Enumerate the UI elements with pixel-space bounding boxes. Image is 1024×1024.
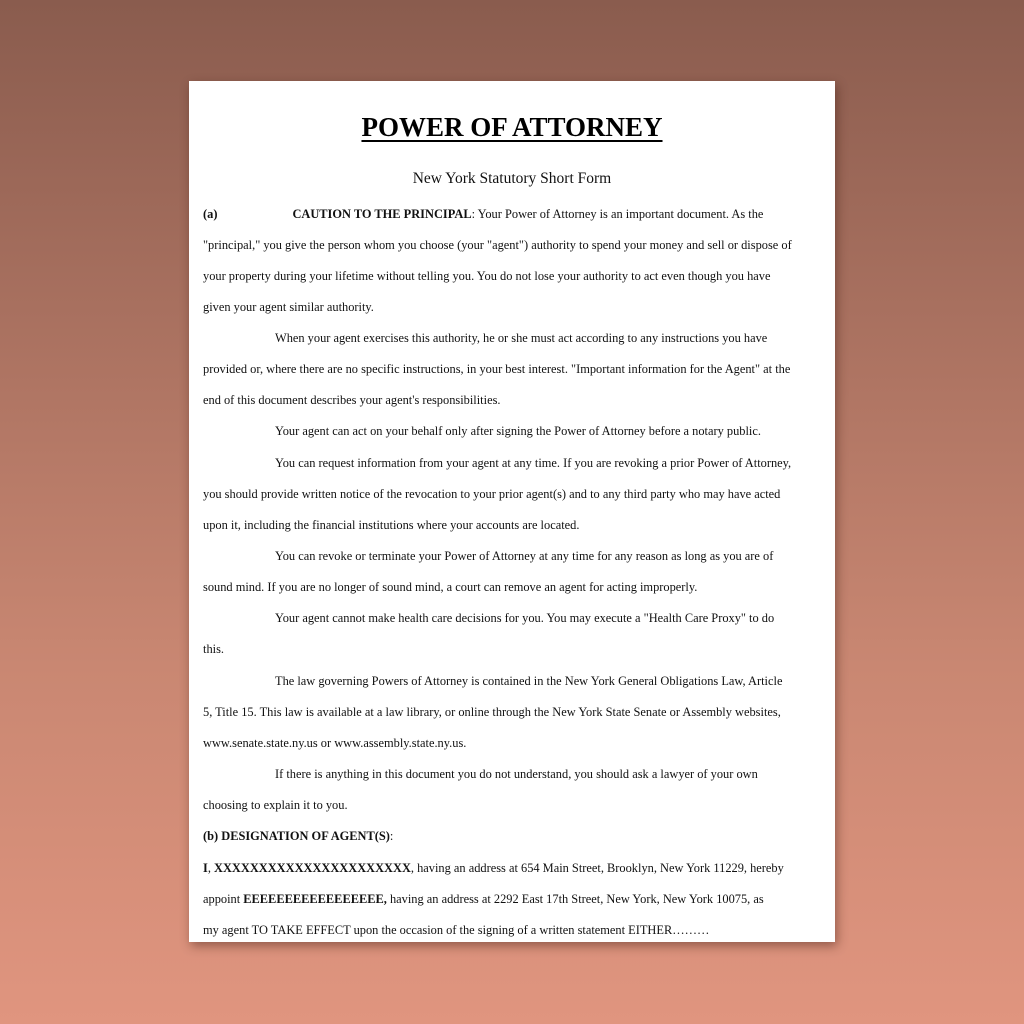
section-a-line-1: (a) CAUTION TO THE PRINCIPAL: Your Power of Attorney is an important document. As the <box>203 207 764 221</box>
paragraph-2-line-1: When your agent exercises this authority, he or she must act according to any instructions you have <box>275 331 768 345</box>
section-b-heading: (b) DESIGNATION OF AGENT(S): <box>203 829 394 843</box>
section-a-line-4: given your agent similar authority. <box>203 300 374 314</box>
document-page <box>189 81 835 942</box>
section-a-heading: CAUTION TO THE PRINCIPAL <box>292 207 472 221</box>
paragraph-3-line-1: Your agent can act on your behalf only after signing the Power of Attorney before a notary public. <box>275 424 761 438</box>
paragraph-7-line-2: 5, Title 15. This law is available at a law library, or online through the New York State Senate or Assembly websites, <box>203 705 781 719</box>
agent-name: EEEEEEEEEEEEEEEEE, <box>243 892 387 906</box>
section-b-line-1: I, XXXXXXXXXXXXXXXXXXXXXX, having an address at 654 Main Street, Brooklyn, New York 11229, hereby <box>203 861 784 875</box>
paragraph-8-line-2: choosing to explain it to you. <box>203 798 348 812</box>
paragraph-4-line-3: upon it, including the financial institutions where your accounts are located. <box>203 518 580 532</box>
section-b-line-3: my agent TO TAKE EFFECT upon the occasion of the signing of a written statement EITHER……… <box>203 923 710 937</box>
paragraph-7-line-1: The law governing Powers of Attorney is contained in the New York General Obligations Law, Article <box>275 674 783 688</box>
paragraph-2-line-3: end of this document describes your agent's responsibilities. <box>203 393 501 407</box>
document-subtitle: New York Statutory Short Form <box>412 170 612 187</box>
paragraph-7-line-3: www.senate.state.ny.us or www.assembly.state.ny.us. <box>203 736 467 750</box>
section-a-line-3: your property during your lifetime without telling you. You do not lose your authority to act even though you have <box>203 269 771 283</box>
principal-name: XXXXXXXXXXXXXXXXXXXXXX <box>214 861 411 875</box>
paragraph-2-line-2: provided or, where there are no specific instructions, in your best interest. "Important information for the Agent" at the <box>203 362 791 376</box>
paragraph-4-line-2: you should provide written notice of the revocation to your prior agent(s) and to any third party who may have acted <box>203 487 781 501</box>
paragraph-4-line-1: You can request information from your agent at any time. If you are revoking a prior Power of Attorney, <box>275 456 792 470</box>
paragraph-8-line-1: If there is anything in this document you do not understand, you should ask a lawyer of your own <box>275 767 758 781</box>
paragraph-6-line-2: this. <box>203 642 224 656</box>
document-title: POWER OF ATTORNEY <box>361 112 663 142</box>
paragraph-5-line-1: You can revoke or terminate your Power of Attorney at any time for any reason as long as you are of <box>275 549 774 563</box>
paragraph-5-line-2: sound mind. If you are no longer of sound mind, a court can remove an agent for acting improperly. <box>203 580 698 594</box>
section-a-line-2: "principal," you give the person whom you choose (your "agent") authority to spend your money and sell or dispose of <box>203 238 792 252</box>
section-b-line-2: appoint EEEEEEEEEEEEEEEEE, having an address at 2292 East 17th Street, New York, New York 10075, as <box>203 892 764 906</box>
paragraph-6-line-1: Your agent cannot make health care decisions for you. You may execute a "Health Care Proxy" to do <box>275 611 775 625</box>
section-a-label: (a) <box>203 207 218 221</box>
